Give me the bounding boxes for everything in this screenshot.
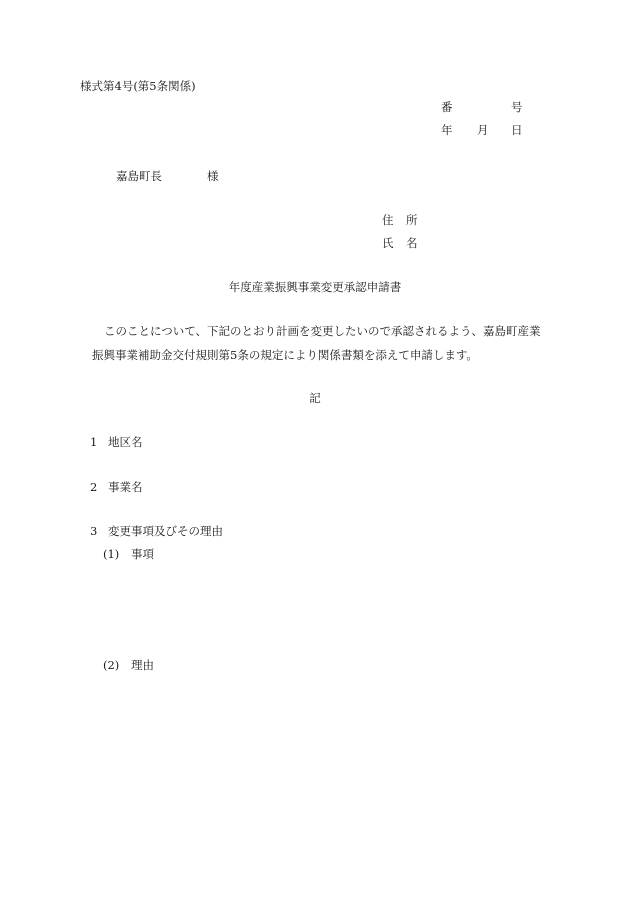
applicant-address-label-b: 所 — [406, 213, 418, 227]
addressee-honorific: 様 — [207, 169, 219, 183]
applicant-name-label-a: 氏 — [382, 236, 394, 250]
applicant-name-label-b: 名 — [406, 236, 418, 250]
number-label-left: 番 — [441, 100, 453, 114]
form-label: 様式第4号(第5条関係) — [80, 79, 196, 93]
item-label-2: 事業名 — [108, 480, 143, 494]
date-day-label: 日 — [511, 123, 523, 137]
item-label-3: 変更事項及びその理由 — [108, 524, 223, 538]
document-title: 年度産業振興事業変更承認申請書 — [228, 280, 402, 294]
item-number-2: 2 — [90, 480, 98, 494]
subitem-label-1: 事項 — [131, 547, 154, 561]
applicant-address-label-a: 住 — [382, 213, 394, 227]
subitem-number-2: (2) — [103, 658, 120, 672]
body-line-1: このことについて、下記のとおり計画を変更したいので承認されるよう、嘉島町産業 — [104, 324, 541, 338]
date-year-label: 年 — [441, 123, 453, 137]
item-number-3: 3 — [90, 524, 98, 538]
number-label-right: 号 — [511, 100, 523, 114]
item-number-1: 1 — [90, 435, 98, 449]
item-label-1: 地区名 — [108, 435, 143, 449]
date-month-label: 月 — [477, 123, 489, 137]
body-line-2: 振興事業補助金交付規則第5条の規定により関係書類を添えて申請します。 — [92, 348, 478, 362]
subitem-number-1: (1) — [103, 547, 120, 561]
ki-heading: 記 — [309, 391, 321, 405]
subitem-label-2: 理由 — [131, 658, 154, 672]
addressee-name: 嘉島町長 — [116, 169, 162, 183]
